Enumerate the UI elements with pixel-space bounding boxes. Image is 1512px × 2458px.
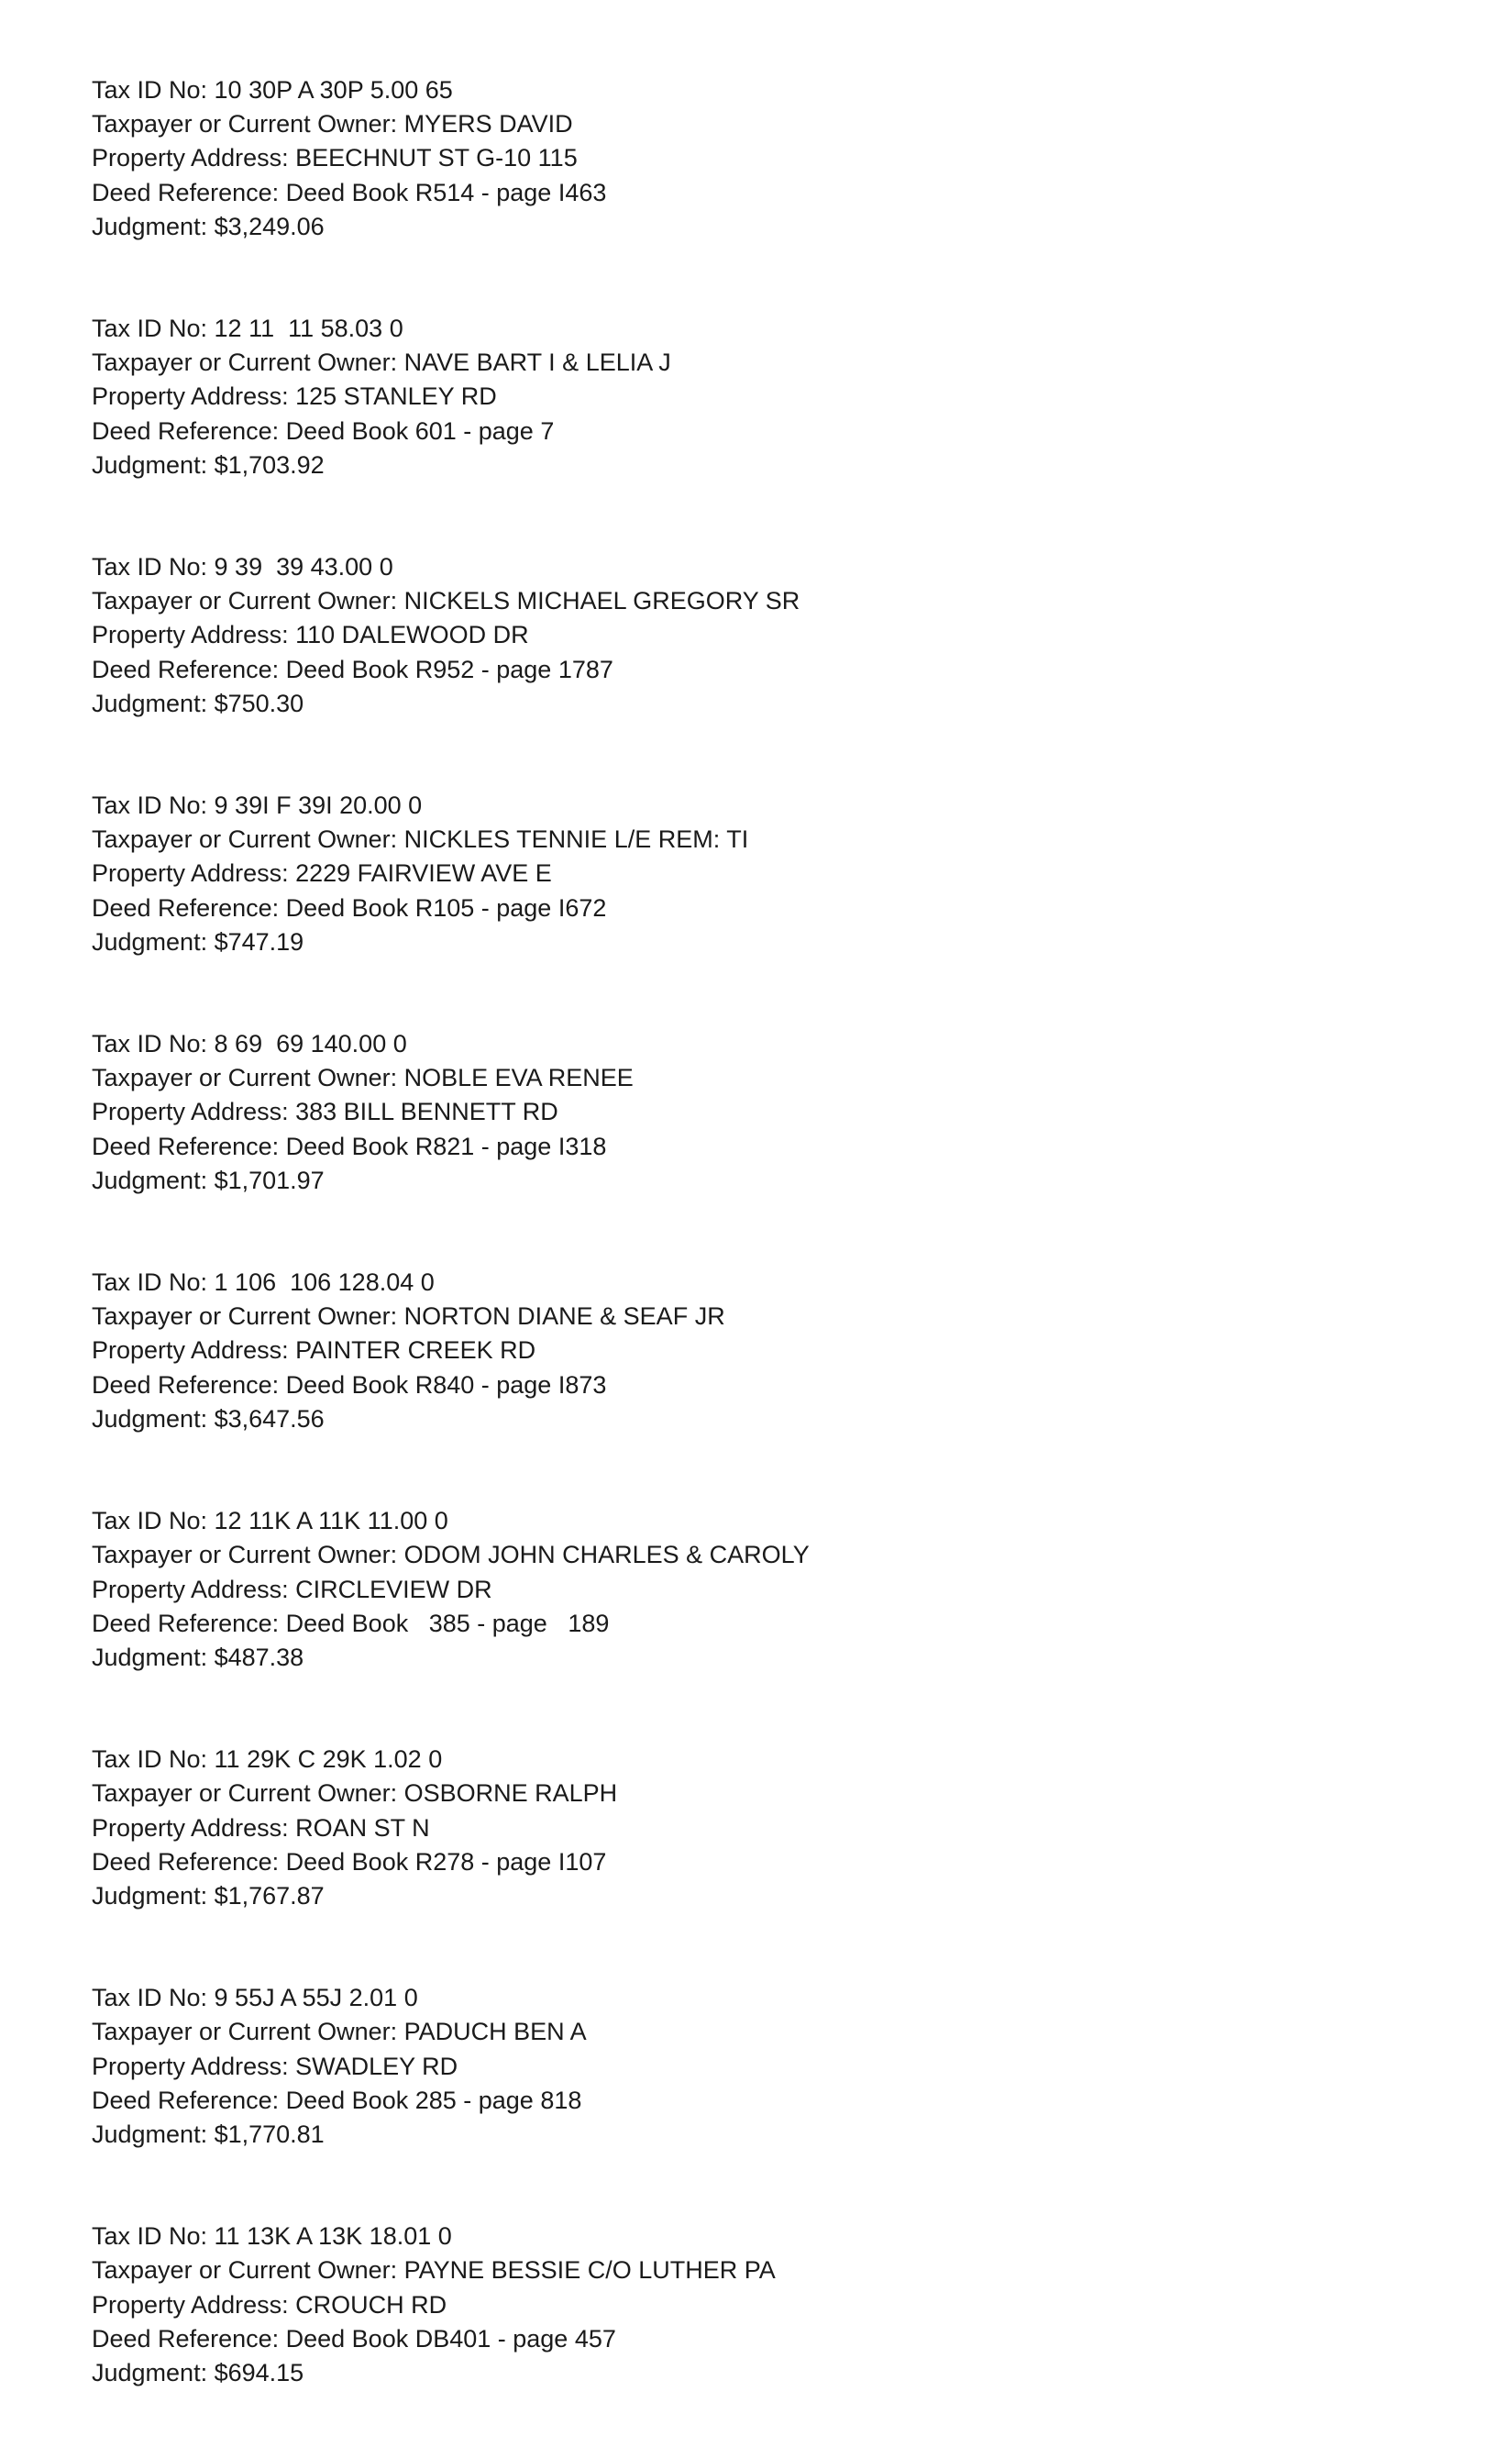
tax-record <box>92 1027 1421 1198</box>
owner: Taxpayer or Current Owner: NICKLES TENNIE L/E REM: TI <box>92 825 749 854</box>
tax-record <box>92 2220 1421 2390</box>
property-address: Property Address: SWADLEY RD <box>92 2052 458 2080</box>
owner: Taxpayer or Current Owner: PADUCH BEN A <box>92 2018 587 2046</box>
tax-record <box>92 1266 1421 1436</box>
tax-record <box>92 789 1421 959</box>
deed-reference: Deed Reference: Deed Book R278 - page I107 <box>92 1847 607 1876</box>
deed-reference: Deed Reference: Deed Book R514 - page I463 <box>92 178 607 206</box>
tax-record-list <box>92 73 1421 2458</box>
property-address: Property Address: BEECHNUT ST G-10 115 <box>92 144 578 172</box>
judgment: Judgment: $694.15 <box>92 2358 304 2386</box>
tax-record <box>92 1981 1421 2152</box>
tax-record <box>92 1504 1421 1675</box>
property-address: Property Address: ROAN ST N <box>92 1813 430 1842</box>
owner: Taxpayer or Current Owner: MYERS DAVID <box>92 110 573 138</box>
judgment: Judgment: $1,767.87 <box>92 1881 325 1910</box>
owner: Taxpayer or Current Owner: PAYNE BESSIE C/O LUTHER PA <box>92 2256 776 2285</box>
deed-reference: Deed Reference: Deed Book R840 - page I873 <box>92 1370 607 1399</box>
tax-record <box>92 73 1421 244</box>
deed-reference: Deed Reference: Deed Book 285 - page 818 <box>92 2086 582 2114</box>
judgment: Judgment: $3,249.06 <box>92 212 325 240</box>
owner: Taxpayer or Current Owner: NAVE BART I & LELIA J <box>92 349 671 377</box>
owner: Taxpayer or Current Owner: OSBORNE RALPH <box>92 1779 618 1808</box>
tax-id: Tax ID No: 1 106 106 128.04 0 <box>92 1268 435 1297</box>
judgment: Judgment: $1,703.92 <box>92 450 325 479</box>
property-address: Property Address: PAINTER CREEK RD <box>92 1336 536 1365</box>
deed-reference: Deed Reference: Deed Book R821 - page I318 <box>92 1132 607 1160</box>
tax-id: Tax ID No: 9 55J A 55J 2.01 0 <box>92 1984 418 2012</box>
tax-id: Tax ID No: 12 11 11 58.03 0 <box>92 315 403 343</box>
deed-reference: Deed Reference: Deed Book 601 - page 7 <box>92 416 555 445</box>
tax-id: Tax ID No: 10 30P A 30P 5.00 65 <box>92 76 453 104</box>
tax-id: Tax ID No: 8 69 69 140.00 0 <box>92 1030 407 1058</box>
tax-record <box>92 312 1421 482</box>
owner: Taxpayer or Current Owner: NICKELS MICHAEL GREGORY SR <box>92 587 800 615</box>
deed-reference: Deed Reference: Deed Book R952 - page 1787 <box>92 655 613 683</box>
judgment: Judgment: $747.19 <box>92 927 304 956</box>
property-address: Property Address: CROUCH RD <box>92 2290 447 2319</box>
tax-id: Tax ID No: 12 11K A 11K 11.00 0 <box>92 1507 448 1535</box>
deed-reference: Deed Reference: Deed Book R105 - page I672 <box>92 893 607 922</box>
judgment: Judgment: $1,770.81 <box>92 2120 325 2148</box>
owner: Taxpayer or Current Owner: NORTON DIANE & SEAF JR <box>92 1302 725 1331</box>
judgment: Judgment: $1,701.97 <box>92 1166 325 1194</box>
property-address: Property Address: 110 DALEWOOD DR <box>92 621 529 649</box>
tax-id: Tax ID No: 9 39I F 39I 20.00 0 <box>92 792 423 820</box>
tax-record <box>92 550 1421 721</box>
tax-id: Tax ID No: 11 29K C 29K 1.02 0 <box>92 1745 443 1774</box>
judgment: Judgment: $3,647.56 <box>92 1404 325 1433</box>
property-address: Property Address: 125 STANLEY RD <box>92 382 497 411</box>
tax-id: Tax ID No: 9 39 39 43.00 0 <box>92 553 393 581</box>
property-address: Property Address: 2229 FAIRVIEW AVE E <box>92 859 552 888</box>
owner: Taxpayer or Current Owner: ODOM JOHN CHARLES & CAROLY <box>92 1541 810 1569</box>
deed-reference: Deed Reference: Deed Book DB401 - page 457 <box>92 2324 616 2353</box>
judgment: Judgment: $750.30 <box>92 689 304 717</box>
tax-record <box>92 1743 1421 1913</box>
property-address: Property Address: CIRCLEVIEW DR <box>92 1575 492 1603</box>
property-address: Property Address: 383 BILL BENNETT RD <box>92 1098 558 1126</box>
judgment: Judgment: $487.38 <box>92 1643 304 1671</box>
tax-id: Tax ID No: 11 13K A 13K 18.01 0 <box>92 2222 452 2251</box>
deed-reference: Deed Reference: Deed Book 385 - page 189 <box>92 1609 610 1637</box>
owner: Taxpayer or Current Owner: NOBLE EVA RENEE <box>92 1064 634 1092</box>
